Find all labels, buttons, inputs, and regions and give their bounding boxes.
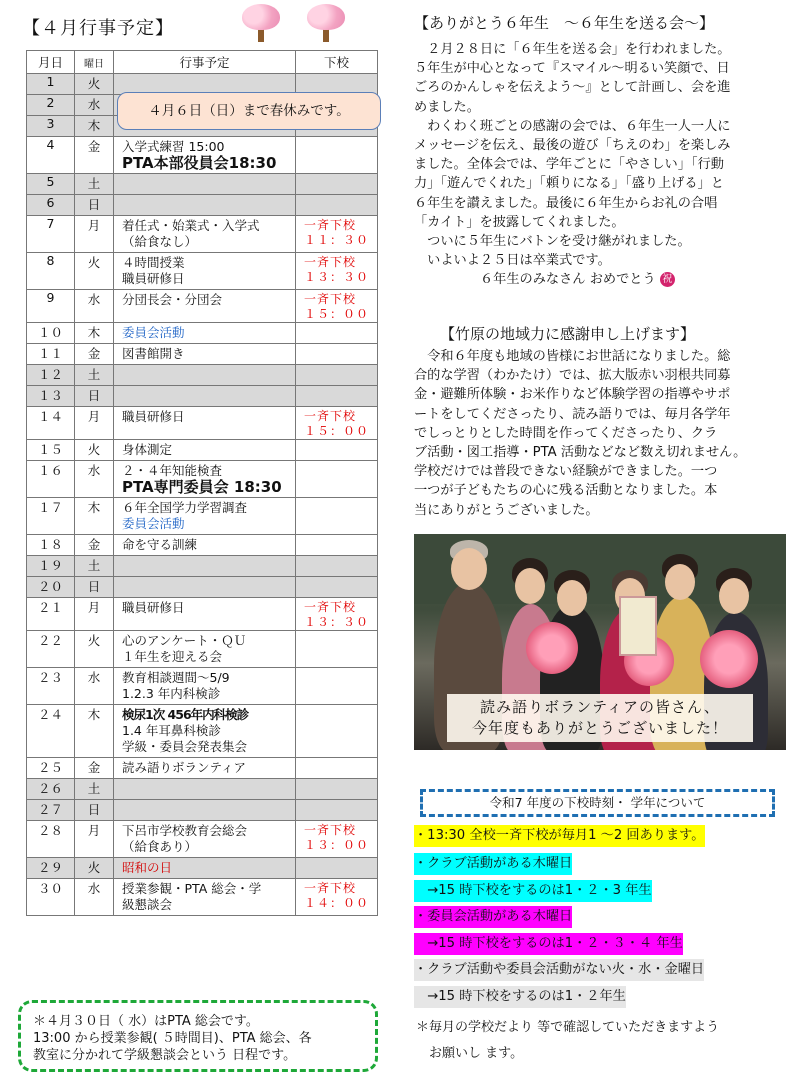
event-text: ２・４年知能検査 [122,463,223,478]
event-text: 着任式・始業式・入学式 [122,218,260,233]
paragraph-line: いよいよ２５日は卒業式です。 [414,253,611,269]
date-cell: ２３ [27,668,75,705]
table-row [27,407,378,440]
paragraph-line: わくわく班ごとの感謝の会では、６年生一人一人に [414,118,731,134]
header-event: 行事予定 [114,51,296,74]
date-cell: ２１ [27,598,75,631]
paragraph-line: 金・避難所体験・お米作りなど体験学習の指導やサポ [414,387,731,403]
event-cell [114,253,296,290]
event-text: 読み語りボランティア [122,760,247,775]
paragraph-line: ートをしてくださったり、読み語りでは、毎月各学年 [414,406,731,422]
event-text: 分団長会・分団会 [122,292,223,307]
dismissal-cell [296,461,378,498]
cherry-tree-icon [238,4,284,44]
paragraph-line: ５年生が中心となって『スマイル～明るい笑顔で、日 [414,61,730,77]
weekday-cell: 日 [75,800,114,821]
caption-line: 今年度もありがとうございました！ [471,719,728,737]
header-date: 月日 [27,51,75,74]
dismissal-cell [296,365,378,386]
spring-break-note: ４月６日（日）まで春休みです。 [117,92,381,130]
dismissal-label: 一斉下校 [304,600,357,614]
note-line: ＊４月３０日（ 水）はPTA 総会です。 [33,1014,259,1029]
caption-line: 読み語りボランティアの皆さん、 [480,698,720,716]
event-cell [114,323,296,344]
table-row [27,253,378,290]
dismissal-line-5: →15 時下校をするのは1・２・３・４ 年生 [414,933,683,955]
table-row [27,631,378,668]
paragraph-line: 一つが子どもたちの心に残る活動となりました。本 [414,483,718,499]
dismissal-cell [296,498,378,535]
event-cell [114,386,296,407]
dismissal-label: 一斉下校 [304,292,357,306]
event-text: PTA本部役員会18:30 [122,154,277,172]
event-cell [114,290,296,323]
event-text: 検尿1次 456年内科検診 [122,707,249,722]
note-line: お願いし ます。 [416,1046,524,1061]
event-cell [114,137,296,174]
paragraph-line: ました。全体会では、学年ごとに「やさしい」「行動 [414,157,724,173]
event-text: （給食なし） [122,234,198,249]
dismissal-cell [296,800,378,821]
dismissal-cell [296,290,378,323]
event-text: （給食あり） [122,839,198,854]
event-text: 下呂市学校教育会総会 [122,823,248,838]
paragraph-line: 「カイト」を披露してくれました。 [414,214,625,230]
weekday-cell: 土 [75,174,114,195]
event-text: 1.4 年耳鼻科検診 [122,723,221,738]
dismissal-cell [296,879,378,916]
dismissal-cell [296,821,378,858]
event-text: 入学式練習 15:00 [122,139,225,154]
date-cell: １７ [27,498,75,535]
table-row [27,758,378,779]
dismissal-cell [296,705,378,758]
date-cell: ２２ [27,631,75,668]
dismissal-line-2: ・クラブ活動がある木曜日 [414,853,572,875]
event-cell [114,879,296,916]
date-cell: 4 [27,137,75,174]
date-cell: ２４ [27,705,75,758]
event-text: PTA専門委員会 18:30 [122,478,282,496]
dismissal-cell [296,440,378,461]
event-cell [114,779,296,800]
table-row [27,577,378,598]
dismissal-cell [296,598,378,631]
table-row [27,879,378,916]
table-row [27,195,378,216]
note-line: 13:00 から授業参観( ５時間目)、PTA 総会、各 [33,1031,312,1046]
event-cell [114,705,296,758]
date-cell: １５ [27,440,75,461]
header-dismissal: 下校 [296,51,378,74]
event-cell [114,365,296,386]
dismissal-time: １５：００ [304,424,370,438]
date-cell: ２５ [27,758,75,779]
event-cell [114,631,296,668]
weekday-cell: 日 [75,386,114,407]
paragraph-line: 令和６年度も地域の皆様にお世話になりました。総 [414,349,731,364]
paragraph-line: ブ活動・図工指導・PTA 活動などなど数え切れません。 [414,445,747,461]
date-cell: ２６ [27,779,75,800]
weekday-cell: 火 [75,253,114,290]
table-row [27,344,378,365]
date-cell: 5 [27,174,75,195]
date-cell: 1 [27,74,75,95]
dismissal-cell [296,535,378,556]
paragraph-line: ごろのかんしゃを伝えよう～』として計画し、会を進 [414,80,731,96]
date-cell: １４ [27,407,75,440]
table-row [27,535,378,556]
event-cell [114,577,296,598]
paragraph-line: でしっとりとした時間を作ってくださったり、クラ [414,425,718,441]
weekday-cell: 金 [75,758,114,779]
event-text: 図書館開き [122,346,185,361]
weekday-cell: 土 [75,779,114,800]
photo-caption [447,694,753,742]
table-row [27,498,378,535]
paragraph-line: メッセージを伝え、最後の遊び「ちえのわ」を楽しみ [414,138,731,154]
weekday-cell: 火 [75,74,114,95]
dismissal-cell [296,577,378,598]
dismissal-cell [296,344,378,365]
event-cell [114,174,296,195]
schedule-title: 【４月行事予定】 [22,18,174,39]
event-text: 職員研修日 [122,409,185,424]
dismissal-cell [296,858,378,879]
date-cell: ２８ [27,821,75,858]
weekday-cell: 土 [75,556,114,577]
event-cell [114,195,296,216]
table-row [27,598,378,631]
table-row [27,556,378,577]
event-cell [114,800,296,821]
date-cell: １０ [27,323,75,344]
event-text: 1.2.3 年内科検診 [122,686,221,701]
date-cell: 8 [27,253,75,290]
dismissal-info-title: 令和7 年度の下校時刻・ 学年について [420,789,775,817]
event-text: 学級・委員会発表集会 [122,739,248,754]
event-text: ４時間授業 [122,255,185,270]
dismissal-cell [296,556,378,577]
dismissal-label: 一斉下校 [304,881,357,895]
table-row [27,365,378,386]
weekday-cell: 月 [75,598,114,631]
dismissal-cell [296,195,378,216]
dismissal-time: １３：３０ [304,615,370,629]
date-cell: 9 [27,290,75,323]
date-cell: １６ [27,461,75,498]
event-text: 授業参観・PTA 総会・学 [122,881,262,896]
weekday-cell: 火 [75,440,114,461]
event-cell [114,498,296,535]
weekday-cell: 月 [75,821,114,858]
dismissal-time: １３：３０ [304,270,370,284]
weekday-cell: 金 [75,344,114,365]
weekday-cell: 月 [75,407,114,440]
dismissal-cell [296,137,378,174]
dismissal-cell [296,631,378,668]
paragraph-line: ６年生を讃えました。最後に６年生からお礼の合唱 [414,195,718,211]
table-row [27,705,378,758]
dismissal-time: １３：００ [304,838,370,852]
event-cell [114,858,296,879]
volunteers-photo [414,534,786,750]
farewell-section-title: 【ありがとう６年生 ～６年生を送る会～】 [414,14,715,32]
event-text: 委員会活動 [122,516,185,531]
table-row [27,386,378,407]
note-line: ＊毎月の学校だより 等で確認していただきますよう [416,1020,720,1035]
date-cell: １３ [27,386,75,407]
weekday-cell: 木 [75,498,114,535]
event-cell [114,440,296,461]
cherry-tree-icon [303,4,349,44]
dismissal-line-1: ・13:30 全校一斉下校が毎月1 ～2 回あります。 [414,825,705,847]
weekday-cell: 土 [75,365,114,386]
community-section-title: 【竹原の地域力に感謝申し上げます】 [440,325,696,343]
paragraph-line: 学校だけでは普段できない経験ができました。一つ [414,464,718,480]
weekday-cell: 火 [75,631,114,668]
dismissal-line-6: ・クラブ活動や委員会活動がない火・水・金曜日 [414,959,704,981]
dismissal-time: １４：００ [304,896,370,910]
table-row [27,461,378,498]
table-row [27,668,378,705]
weekday-cell: 木 [75,116,114,137]
weekday-cell: 水 [75,879,114,916]
event-text: 職員研修日 [122,271,185,286]
event-text: １年生を迎える会 [122,649,223,664]
date-cell: 7 [27,216,75,253]
dismissal-cell [296,386,378,407]
paragraph-line: 力」「遊んでくれた」「頼りになる」「盛り上げる」と [414,176,724,192]
event-text: 職員研修日 [122,600,185,615]
congratulations-line [414,270,786,289]
event-text: ６年全国学力学習調査 [122,500,248,515]
event-text: 命を守る訓練 [122,537,198,552]
certificate [619,596,657,656]
event-cell [114,535,296,556]
paragraph-line: めました。 [414,99,480,115]
dismissal-cell [296,174,378,195]
dismissal-cell [296,758,378,779]
weekday-cell: 木 [75,323,114,344]
dismissal-time: １１：３０ [304,233,370,247]
dismissal-cell [296,253,378,290]
weekday-cell: 水 [75,668,114,705]
dismissal-cell [296,407,378,440]
event-text: 心のアンケート・ＱＵ [122,633,247,648]
event-text: 委員会活動 [122,325,185,340]
paragraph-line: 当にありがとうございました。 [414,502,599,518]
weekday-cell: 金 [75,137,114,174]
event-cell [114,758,296,779]
table-row [27,821,378,858]
dismissal-line-3: →15 時下校をするのは1・２・3 年生 [414,880,652,902]
celebration-icon: 祝 [660,272,675,287]
event-cell [114,344,296,365]
event-cell [114,821,296,858]
weekday-cell: 金 [75,535,114,556]
event-cell [114,407,296,440]
event-cell [114,556,296,577]
weekday-cell: 日 [75,577,114,598]
paragraph-line: 合的な学習（わかたけ）では、拡大版赤い羽根共同募 [414,368,731,384]
date-cell: ２９ [27,858,75,879]
community-section-body [414,347,786,520]
table-row [27,440,378,461]
event-text: 級懇談会 [122,897,173,912]
table-header-row [27,51,378,74]
date-cell: 6 [27,195,75,216]
date-cell: １２ [27,365,75,386]
event-text: 昭和の日 [122,860,173,875]
dismissal-label: 一斉下校 [304,409,357,423]
table-row [27,323,378,344]
table-row [27,174,378,195]
event-cell [114,598,296,631]
table-row [27,800,378,821]
dismissal-cell [296,668,378,705]
dismissal-line-7: →15 時下校をするのは1・２年生 [414,986,626,1008]
congratulations-text: ６年生のみなさん おめでとう [480,272,656,288]
table-row [27,216,378,253]
dismissal-cell [296,323,378,344]
weekday-cell: 日 [75,195,114,216]
event-cell [114,216,296,253]
table-row [27,858,378,879]
table-row [27,137,378,174]
weekday-cell: 水 [75,290,114,323]
date-cell: １１ [27,344,75,365]
date-cell: ２７ [27,800,75,821]
date-cell: 3 [27,116,75,137]
dismissal-label: 一斉下校 [304,218,357,232]
date-cell: ２０ [27,577,75,598]
dismissal-cell [296,779,378,800]
date-cell: １９ [27,556,75,577]
dismissal-label: 一斉下校 [304,823,357,837]
schedule-table [26,50,378,916]
dismissal-time: １５：００ [304,307,370,321]
note-line: 教室に分かれて学級懇談会という 日程です。 [33,1048,297,1063]
event-cell [114,668,296,705]
dismissal-cell [296,216,378,253]
weekday-cell: 火 [75,858,114,879]
date-cell: １８ [27,535,75,556]
event-cell [114,461,296,498]
paragraph-line: ２月２８日に「６年生を送る会」を行われました。 [414,42,731,57]
weekday-cell: 木 [75,705,114,758]
date-cell: 2 [27,95,75,116]
confirmation-note [416,1015,788,1067]
paragraph-line: ついに５年生にバトンを受け継がれました。 [414,234,691,250]
date-cell: ３０ [27,879,75,916]
weekday-cell: 月 [75,216,114,253]
event-text: 身体測定 [122,442,173,457]
weekday-cell: 水 [75,95,114,116]
weekday-cell: 水 [75,461,114,498]
table-row [27,779,378,800]
dismissal-label: 一斉下校 [304,255,357,269]
dismissal-line-4: ・委員会活動がある木曜日 [414,906,572,928]
header-weekday: 曜日 [75,51,114,74]
farewell-section-body [414,40,786,290]
table-row [27,290,378,323]
event-text: 教育相談週間～5/9 [122,670,230,685]
pta-general-meeting-note [18,1000,378,1072]
